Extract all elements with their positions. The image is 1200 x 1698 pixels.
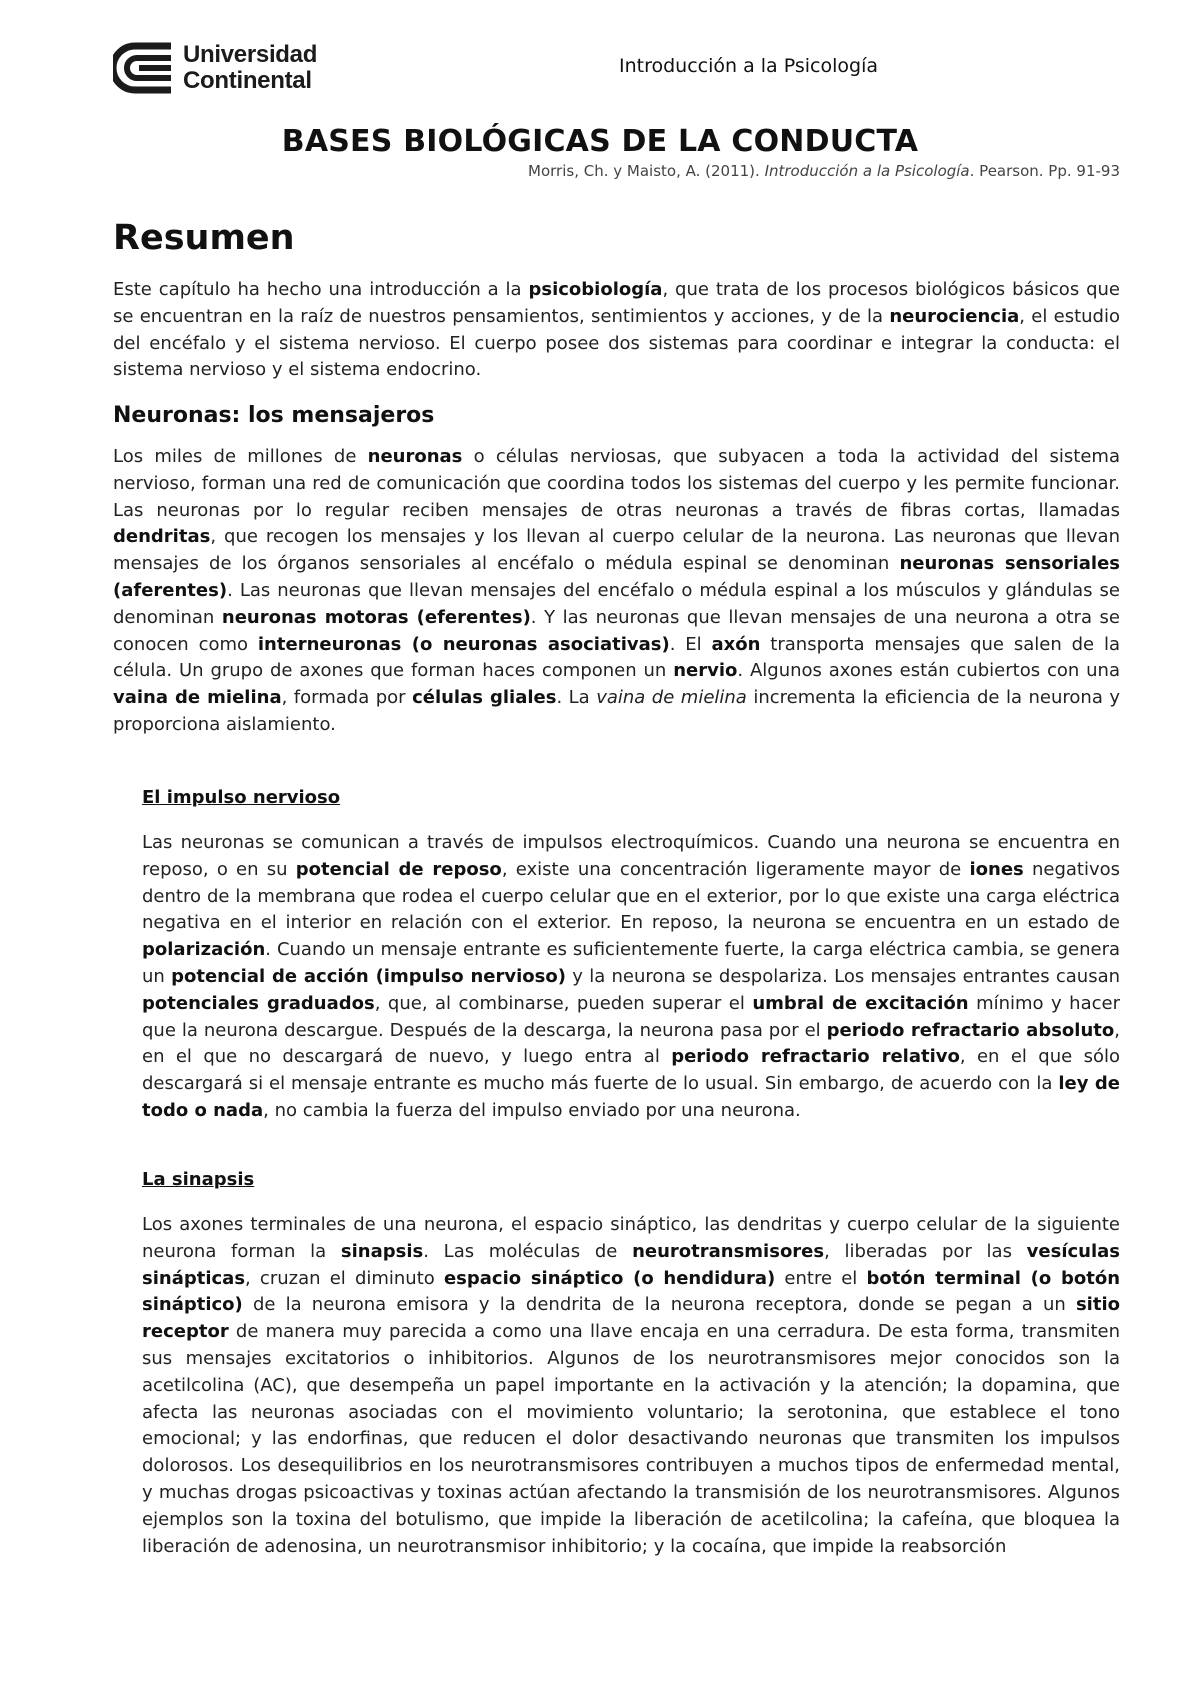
text-run: , que recogen los mensajes y los llevan al cuerpo celular de la neurona. Las neuronas que llevan mensajes de los órganos sensoriales al encéfalo o médula espinal se denominan <box>113 526 1120 575</box>
key-term: potenciales graduados <box>142 992 375 1014</box>
text-run: , en el que no descargará de nuevo, y luego entra al <box>142 1019 1120 1068</box>
key-term: axón <box>711 633 761 655</box>
university-logo <box>113 42 317 94</box>
course-name: Introducción a la Psicología <box>619 55 878 77</box>
citation <box>528 162 1120 180</box>
citation-book-title: Introducción a la Psicología <box>764 162 970 180</box>
text-run: , el estudio del encéfalo y el sistema nervioso. El cuerpo posee dos sistemas para coordinar e integrar la conducta: el sistema nervioso y el sistema endocrino. <box>113 305 1120 381</box>
text-run: . Las neuronas que llevan mensajes del encéfalo o médula espinal a los músculos y glándulas se denominan <box>113 579 1120 628</box>
text-run: . El <box>669 633 712 655</box>
text-run: . Cuando un mensaje entrante es suficientemente fuerte, la carga eléctrica cambia, se genera un <box>142 939 1120 987</box>
text-run: , que, al combinarse, pueden superar el <box>374 992 753 1014</box>
document-title: BASES BIOLÓGICAS DE LA CONDUCTA <box>281 124 919 159</box>
key-term: umbral de excitación <box>752 992 969 1014</box>
sinapsis-paragraph <box>142 1212 1120 1560</box>
text-run: Los miles de millones de <box>113 446 368 467</box>
subsection-heading-impulso: El impulso nervioso <box>142 787 341 808</box>
key-term: sinapsis <box>340 1240 424 1262</box>
key-term: neuronas <box>367 446 463 467</box>
text-run: , liberadas por las <box>824 1240 1027 1262</box>
citation-publisher: . Pearson. Pp. 91-93 <box>969 162 1120 180</box>
text-run: y la neurona se despolariza. Los mensajes entrantes causan <box>565 965 1121 987</box>
text-run: , que trata de los procesos biológicos básicos que se encuentran en la raíz de nuestros pensamientos, sentimientos y acciones, y de la <box>113 279 1120 327</box>
intro-paragraph <box>113 277 1120 384</box>
key-term: nervio <box>673 660 738 682</box>
key-term: neurotransmisores <box>632 1240 825 1262</box>
key-term: vaina de mielina <box>113 687 282 709</box>
text-run: negativos dentro de la membrana que rodea el cuerpo celular que en el exterior, por lo que existe una carga eléctrica negativa en el interior en relación con el exterior. En reposo, la neurona se encuentra en un estado de <box>142 858 1120 934</box>
key-term: espacio sináptico (o hendidura) <box>443 1267 776 1289</box>
institution-name-line1: Universidad <box>183 41 318 68</box>
key-term: iones <box>969 858 1024 880</box>
text-run: de manera muy parecida a como una llave encaja en una cerradura. De esta forma, transmiten sus mensajes excitatorios o inhibitorios. Algunos de los neurotransmisores mejor conocidos son la acetilcolina (AC), que desempeña un papel importante en la activación y la atención; la dopamina, que afecta las neuronas asociadas con el movimiento voluntario; la serotonina, que establece el tono emocional; y las endorfinas, que reducen el dolor desactivando neuronas que transmiten los impulsos dolorosos. Los desequilibrios en los neurotransmisores contribuyen a muchos tipos de enfermedad mental, y muchas drogas psicoactivas y toxinas actúan afectando la transmisión de los neurotransmisores. Algunos ejemplos son la toxina del botulismo, que impide la liberación de acetilcolina; la cafeína, que bloquea la liberación de adenosina, un neurotransmisor inhibitorio; y la cocaína, que impide la reabsorción <box>142 1321 1120 1557</box>
text-run: transporta mensajes que salen de la célula. Un grupo de axones que forman haces componen un <box>113 633 1120 682</box>
text-run: . La <box>556 687 597 709</box>
key-term: neuronas sensoriales (aferentes) <box>113 553 1121 601</box>
key-term: psicobiología <box>528 279 663 300</box>
text-run: , formada por <box>281 687 413 709</box>
summary-heading: Resumen <box>113 218 295 258</box>
key-term: polarización <box>142 939 266 961</box>
section-heading-neuronas: Neuronas: los mensajeros <box>113 403 435 428</box>
text-run: , no cambia la fuerza del impulso enviado por una neurona. <box>263 1099 801 1121</box>
impulso-paragraph <box>142 830 1120 1125</box>
subsection-heading-sinapsis: La sinapsis <box>142 1169 255 1190</box>
key-term: ley de todo o nada <box>142 1073 1120 1121</box>
text-run: , cruzan el diminuto <box>245 1267 444 1289</box>
key-term: dendritas <box>113 526 211 548</box>
text-run: entre el <box>775 1267 867 1289</box>
text-run: . Y las neuronas que llevan mensajes de una neurona a otra se conocen como <box>113 606 1120 655</box>
key-term: periodo refractario absoluto <box>826 1019 1115 1041</box>
key-term: interneuronas (o neuronas asociativas) <box>257 633 670 655</box>
text-run: , en el que sólo descargará si el mensaje entrante es mucho más fuerte de lo usual. Sin embargo, de acuerdo con la <box>142 1046 1120 1095</box>
key-term: vesículas sinápticas <box>142 1240 1121 1289</box>
text-run: o células nerviosas, que subyacen a toda la actividad del sistema nervioso, forman una red de comunicación que coordina todos los sistemas del cuerpo y les permite funcionar. Las neuronas por lo regular reciben mensajes de otras neuronas a través de fibras cortas, llamadas <box>113 446 1121 521</box>
key-term: neuronas motoras (eferentes) <box>221 606 531 628</box>
text-run: incrementa la eficiencia de la neurona y proporciona aislamiento. <box>113 687 1120 735</box>
key-term: potencial de acción (impulso nervioso) <box>171 965 566 987</box>
university-logo-wordmark <box>183 42 317 94</box>
neuronas-paragraph <box>113 444 1120 739</box>
key-term: células gliales <box>412 687 557 709</box>
university-logo-mark-icon <box>113 42 173 94</box>
text-run: , existe una concentración ligeramente mayor de <box>501 858 970 880</box>
text-run: . Algunos axones están cubiertos con una <box>737 660 1120 682</box>
text-run: Los axones terminales de una neurona, el espacio sináptico, las dendritas y cuerpo celular de la siguiente neurona forman la <box>142 1214 1120 1262</box>
key-term: sitio receptor <box>142 1294 1120 1343</box>
text-run: mínimo y hacer que la neurona descargue. Después de la descarga, la neurona pasa por el <box>142 992 1120 1041</box>
key-term: botón terminal (o botón sináptico) <box>142 1267 1121 1316</box>
key-term: potencial de reposo <box>295 858 502 880</box>
key-term: periodo refractario relativo <box>671 1046 960 1068</box>
text-run: Este capítulo ha hecho una introducción a la <box>113 279 529 300</box>
emphasized-term: vaina de mielina <box>596 687 747 709</box>
citation-authors: Morris, Ch. y Maisto, A. (2011). <box>528 162 765 180</box>
text-run: Las neuronas se comunican a través de impulsos electroquímicos. Cuando una neurona se encuentra en reposo, o en su <box>142 832 1120 880</box>
text-run: . Las moléculas de <box>423 1240 633 1262</box>
institution-name-line2: Continental <box>183 67 312 94</box>
text-run: de la neurona emisora y la dendrita de la neurona receptora, donde se pegan a un <box>242 1294 1076 1316</box>
key-term: neurociencia <box>889 305 1020 327</box>
